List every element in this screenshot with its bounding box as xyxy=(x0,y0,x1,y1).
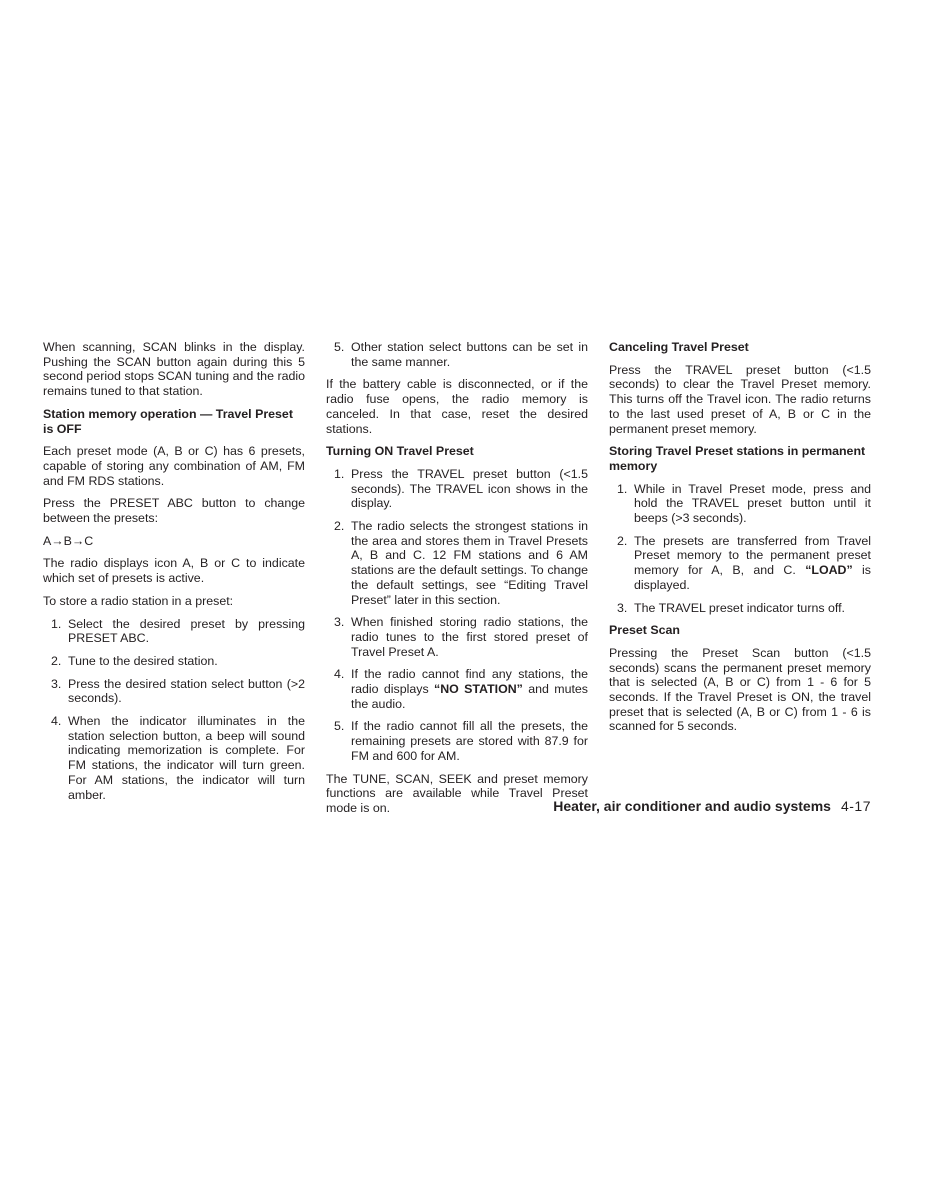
load-display-text: “LOAD” xyxy=(805,563,853,578)
heading-station-memory-operation: Station memory operation — Travel Preset is OFF xyxy=(43,406,293,436)
list-item xyxy=(43,617,305,646)
paragraph-functions-available: The TUNE, SCAN, SEEK and preset memory functions are available while Travel Preset mode is on. xyxy=(326,771,588,815)
list-number: 2. xyxy=(334,519,345,534)
list-item xyxy=(326,519,588,607)
list-item xyxy=(326,340,588,369)
list-text: Select the desired preset by pressing PRESET ABC. xyxy=(68,616,305,646)
list-text: The TRAVEL preset indicator turns off. xyxy=(634,600,845,615)
list-number: 3. xyxy=(51,676,62,691)
paragraph-scan-blink: When scanning, SCAN blinks in the display. Pushing the SCAN button again during this 5 second period stops SCAN tuning and the radio remains tuned to that station. xyxy=(43,340,305,399)
paragraph-preset-icon: The radio displays icon A, B or C to indicate which set of presets is active. xyxy=(43,556,305,586)
heading-storing-travel-preset: Storing Travel Preset stations in permanent memory xyxy=(609,444,866,473)
list-text-pre: The presets are transferred from Travel Preset memory to the permanent preset memory for A, B, and C. xyxy=(634,533,871,578)
list-text: When the indicator illuminates in the station selection button, a beep will sound indicating memorization is complete. For FM stations, the indicator will turn green. For AM stations, the indicator will turn amber. xyxy=(68,714,305,802)
store-station-steps xyxy=(43,617,305,803)
list-item xyxy=(326,719,588,763)
list-number: 1. xyxy=(617,481,628,496)
list-number: 2. xyxy=(617,533,628,548)
heading-turning-on-travel-preset: Turning ON Travel Preset xyxy=(326,444,474,459)
heading-canceling-travel-preset: Canceling Travel Preset xyxy=(609,340,749,354)
list-number: 2. xyxy=(51,653,62,668)
travel-preset-steps xyxy=(326,467,588,764)
list-number: 1. xyxy=(334,466,345,481)
list-number: 1. xyxy=(51,616,62,631)
list-text: Other station select buttons can be set in the same manner. xyxy=(351,340,588,369)
store-station-steps-continued xyxy=(326,340,588,369)
list-text: While in Travel Preset mode, press and hold the TRAVEL preset button until it beeps (>3 seconds). xyxy=(634,481,871,526)
paragraph-preset-modes: Each preset mode (A, B or C) has 6 presets, capable of storing any combination of AM, FM and FM RDS stations. xyxy=(43,444,305,488)
list-text: The radio selects the strongest stations in the area and stores them in Travel Presets A, B and C. 12 FM stations and 6 AM stations are the default settings. To change the default settings, see “Editing Travel Preset” later in this section. xyxy=(351,519,588,607)
list-number: 5. xyxy=(334,719,345,734)
list-item xyxy=(43,714,305,802)
page-footer xyxy=(553,798,871,814)
paragraph-cancel-travel-preset: Press the TRAVEL preset button (<1.5 seconds) to clear the Travel Preset memory. This turns off the Travel icon. The radio returns to the last used preset of A, B or C in the permanent preset memory. xyxy=(609,362,871,436)
paragraph-store-intro: To store a radio station in a preset: xyxy=(43,593,234,608)
list-number: 4. xyxy=(334,667,345,682)
list-text-post: and mutes the audio. xyxy=(351,682,588,711)
list-item xyxy=(43,654,305,669)
column-middle xyxy=(326,340,588,824)
list-number: 3. xyxy=(334,615,345,630)
paragraph-preset-sequence: A→B→C xyxy=(43,533,94,548)
paragraph-preset-scan: Pressing the Preset Scan button (<1.5 seconds) scans the permanent preset memory that is selected (A, B or C) from 1 - 6 for 5 seconds. If the Travel Preset is ON, the travel preset that is selected (A, B or C) from 1 - 6 is scanned for 5 seconds. xyxy=(609,645,871,734)
list-item xyxy=(43,677,305,706)
paragraph-preset-abc: Press the PRESET ABC button to change between the presets: xyxy=(43,496,305,526)
paragraph-battery-disconnect: If the battery cable is disconnected, or if the radio fuse opens, the radio memory is canceled. In that case, reset the desired stations. xyxy=(326,377,588,436)
list-item xyxy=(326,615,588,659)
section-title: Heater, air conditioner and audio systems xyxy=(553,798,831,814)
list-number: 4. xyxy=(51,714,62,729)
column-left xyxy=(43,340,305,810)
list-text-post: is displayed. xyxy=(634,563,871,592)
list-item xyxy=(326,667,588,711)
list-text: Press the TRAVEL preset button (<1.5 seconds). The TRAVEL icon shows in the display. xyxy=(351,466,588,511)
page-number: 4-17 xyxy=(840,798,871,814)
list-text-pre: If the radio cannot find any stations, the radio displays xyxy=(351,667,588,697)
list-item xyxy=(609,601,871,616)
list-number: 5. xyxy=(334,340,345,354)
list-text: Tune to the desired station. xyxy=(68,653,218,668)
list-item xyxy=(326,467,588,511)
list-item xyxy=(609,482,871,526)
heading-preset-scan: Preset Scan xyxy=(609,623,680,638)
list-item xyxy=(609,534,871,593)
list-text: When finished storing radio stations, the radio tunes to the first stored preset of Travel Preset A. xyxy=(351,615,588,659)
list-number: 3. xyxy=(617,600,628,615)
list-text: Press the desired station select button (>2 seconds). xyxy=(68,676,305,706)
permanent-memory-steps xyxy=(609,482,871,616)
list-text: If the radio cannot fill all the presets, the remaining presets are stored with 87.9 for FM and 600 for AM. xyxy=(351,719,588,763)
no-station-display-text: “NO STATION” xyxy=(434,682,523,697)
column-right xyxy=(609,340,871,742)
